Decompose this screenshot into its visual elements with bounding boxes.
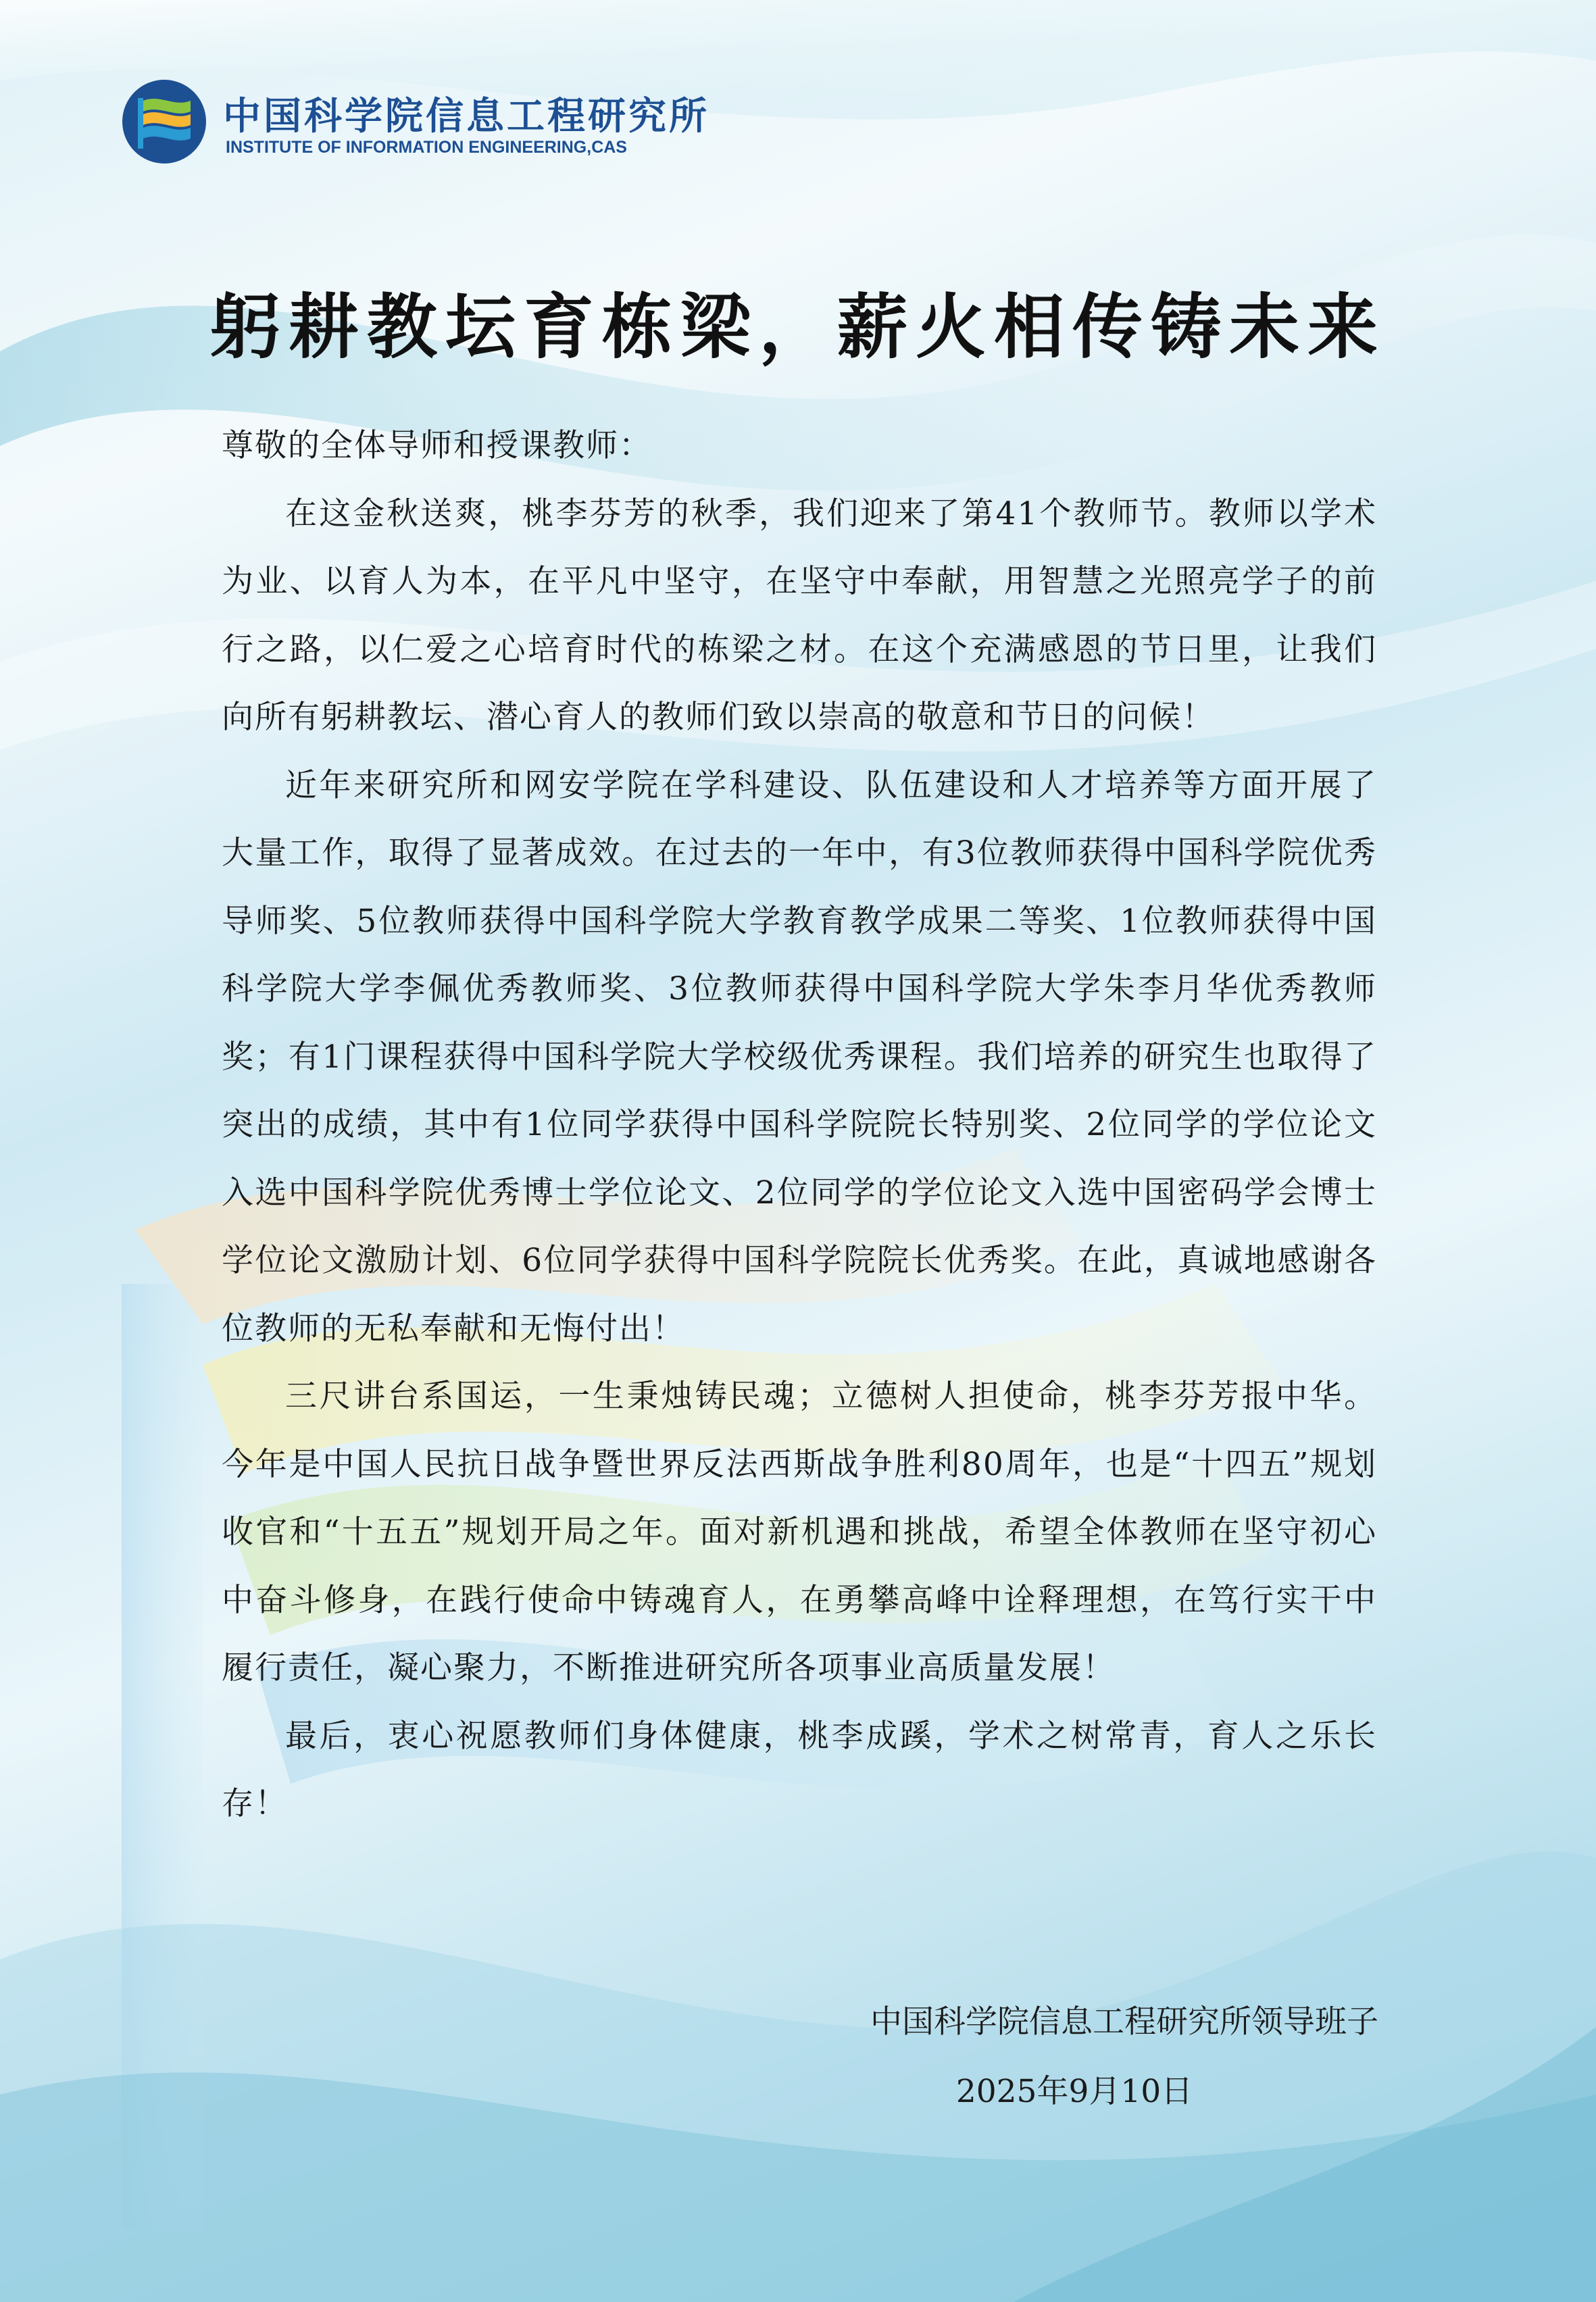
date: 2025年9月10日 [955,2073,1193,2110]
institute-logo [120,74,709,169]
letter-body [222,412,1377,1838]
logo-emblem-icon [120,78,208,166]
paragraph-3: 三尺讲台系国运，一生秉烛铸民魂；立德树人担使命，桃李芬芳报中华。今年是中国人民抗日战争暨世界反法西斯战争胜利80周年，也是“十四五”规划收官和“十五五”规划开局之年。面对新机遇和挑战，希望全体教师在坚守初心中奋斗修身，在践行使命中铸魂育人，在勇攀高峰中诠释理想，在笃行实干中履行责任，凝心聚力，不断推进研究所各项事业高质量发展！ [222,1378,1377,1686]
logo-chinese-name: 中国科学院信息工程研究所 [223,94,709,139]
paragraph-2: 近年来研究所和网安学院在学科建设、队伍建设和人才培养等方面开展了大量工作，取得了显著成效。在过去的一年中，有3位教师获得中国科学院优秀导师奖、5位教师获得中国科学院大学教育教学成果二等奖、1位教师获得中国科学院大学李佩优秀教师奖、3位教师获得中国科学院大学朱李月华优秀教师奖；有1门课程获得中国科学院大学校级优秀课程。我们培养的研究生也取得了突出的成绩，其中有1位同学获得中国科学院院长特别奖、2位同学的学位论文入选中国科学院优秀博士学位论文、2位同学的学位论文入选中国密码学会博士学位论文激励计划、6位同学获得中国科学院院长优秀奖。在此，真诚地感谢各位教师的无私奉献和无悔付出！ [222,766,1377,1347]
paragraph-1: 在这金秋送爽，桃李芬芳的秋季，我们迎来了第41个教师节。教师以学术为业、以育人为本，在平凡中坚守，在坚守中奉献，用智慧之光照亮学子的前行之路，以仁爱之心培育时代的栋梁之材。在这个充满感恩的节日里，让我们向所有躬耕教坛、潜心育人的教师们致以崇高的敬意和节日的问候！ [222,495,1377,736]
signature: 中国科学院信息工程研究所领导班子 [870,2003,1378,2041]
logo-english-name: INSTITUTE OF INFORMATION ENGINEERING,CAS [226,138,627,157]
paragraph-4: 最后，衷心祝愿教师们身体健康，桃李成蹊，学术之树常青，育人之乐长存！ [222,1717,1377,1822]
salutation: 尊敬的全体导师和授课教师： [222,427,652,464]
page-title: 躬耕教坛育栋梁，薪火相传铸未来 [209,285,1386,368]
